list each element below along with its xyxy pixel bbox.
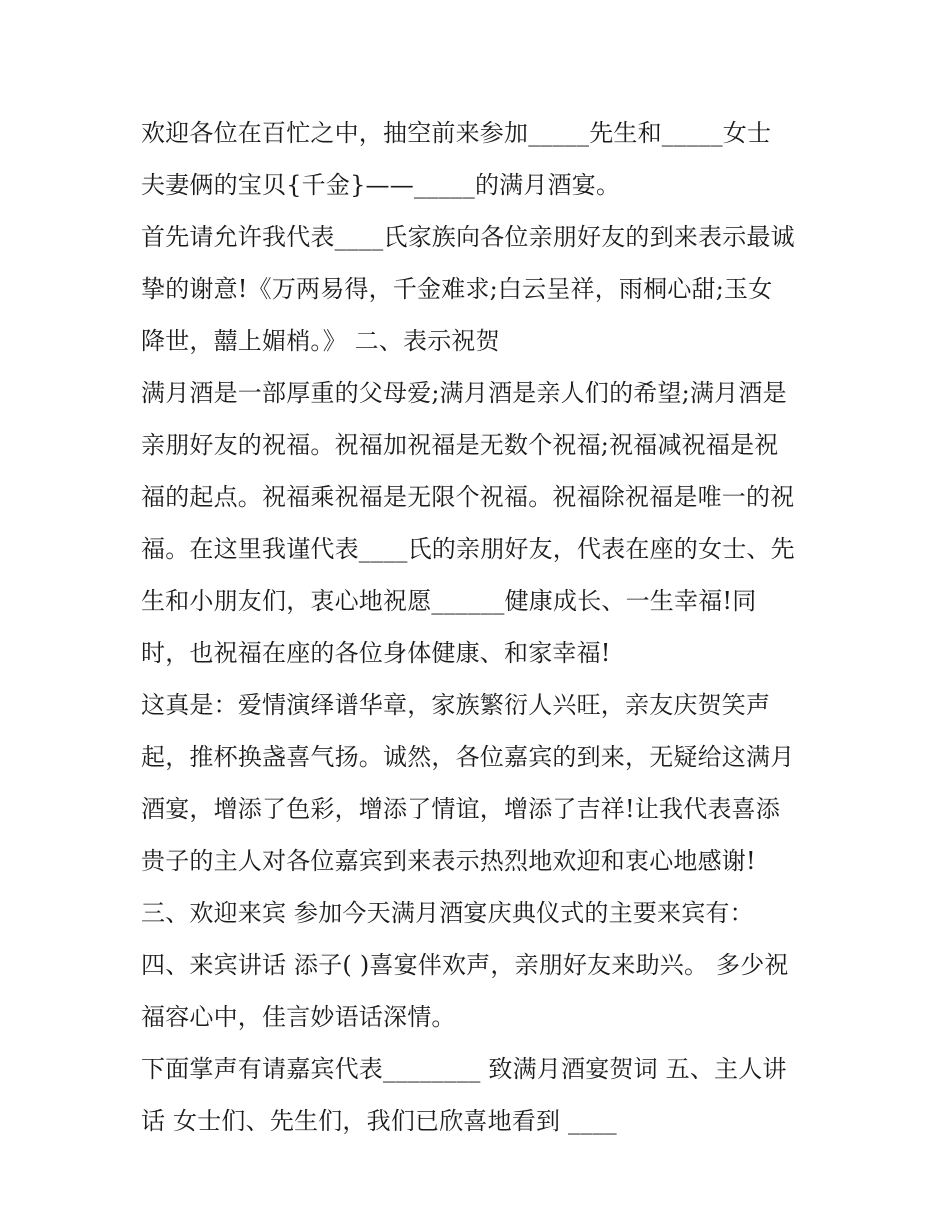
text-line: 满月酒是一部厚重的父母爱;满月酒是亲人们的希望;满月酒是: [141, 379, 787, 407]
text-line: 欢迎各位在百忙之中，抽空前来参加_____先生和_____女士: [141, 119, 772, 147]
text-line: 夫妻俩的宝贝{千金}——_____的满月酒宴。: [141, 171, 621, 199]
text-line: 贵子的主人对各位嘉宾到来表示热烈地欢迎和衷心地感谢!: [141, 847, 756, 875]
text-line: 三、欢迎来宾 参加今天满月酒宴庆典仪式的主要来宾有：: [141, 899, 754, 927]
text-line: 四、来宾讲话 添子( )喜宴伴欢声，亲朋好友来助兴。 多少祝: [141, 951, 789, 979]
text-line: 酒宴，增添了色彩，增添了情谊，增添了吉祥!让我代表喜添: [141, 795, 781, 823]
document-body: [141, 107, 821, 1147]
text-line: 福。在这里我谨代表____氏的亲朋好友，代表在座的女士、先: [141, 535, 795, 563]
text-line: 时，也祝福在座的各位身体健康、和家幸福!: [141, 639, 611, 667]
text-line: 亲朋好友的祝福。祝福加祝福是无数个祝福;祝福减祝福是祝: [141, 431, 779, 459]
text-line: 挚的谢意!《万两易得，千金难求;白云呈祥，雨桐心甜;玉女: [141, 275, 773, 303]
text-line: 话 女士们、先生们，我们已欣喜地看到 ____: [141, 1107, 617, 1135]
text-line: 福的起点。祝福乘祝福是无限个祝福。祝福除祝福是唯一的祝: [141, 483, 795, 511]
text-line: 首先请允许我代表____氏家族向各位亲朋好友的到来表示最诚: [141, 223, 795, 251]
text-line: 下面掌声有请嘉宾代表________ 致满月酒宴贺词 五、主人讲: [141, 1055, 787, 1083]
text-line: 降世，囍上媚梢。》 二、表示祝贺: [141, 327, 500, 355]
text-line: 这真是：爱情演绎谱华章，家族繁衍人兴旺，亲友庆贺笑声: [141, 691, 771, 719]
text-line: 起，推杯换盏喜气扬。诚然，各位嘉宾的到来，无疑给这满月: [141, 743, 795, 771]
text-line: 福容心中，佳言妙语话深情。: [141, 1003, 456, 1031]
text-line: 生和小朋友们，衷心地祝愿______健康成长、一生幸福!同: [141, 587, 757, 615]
